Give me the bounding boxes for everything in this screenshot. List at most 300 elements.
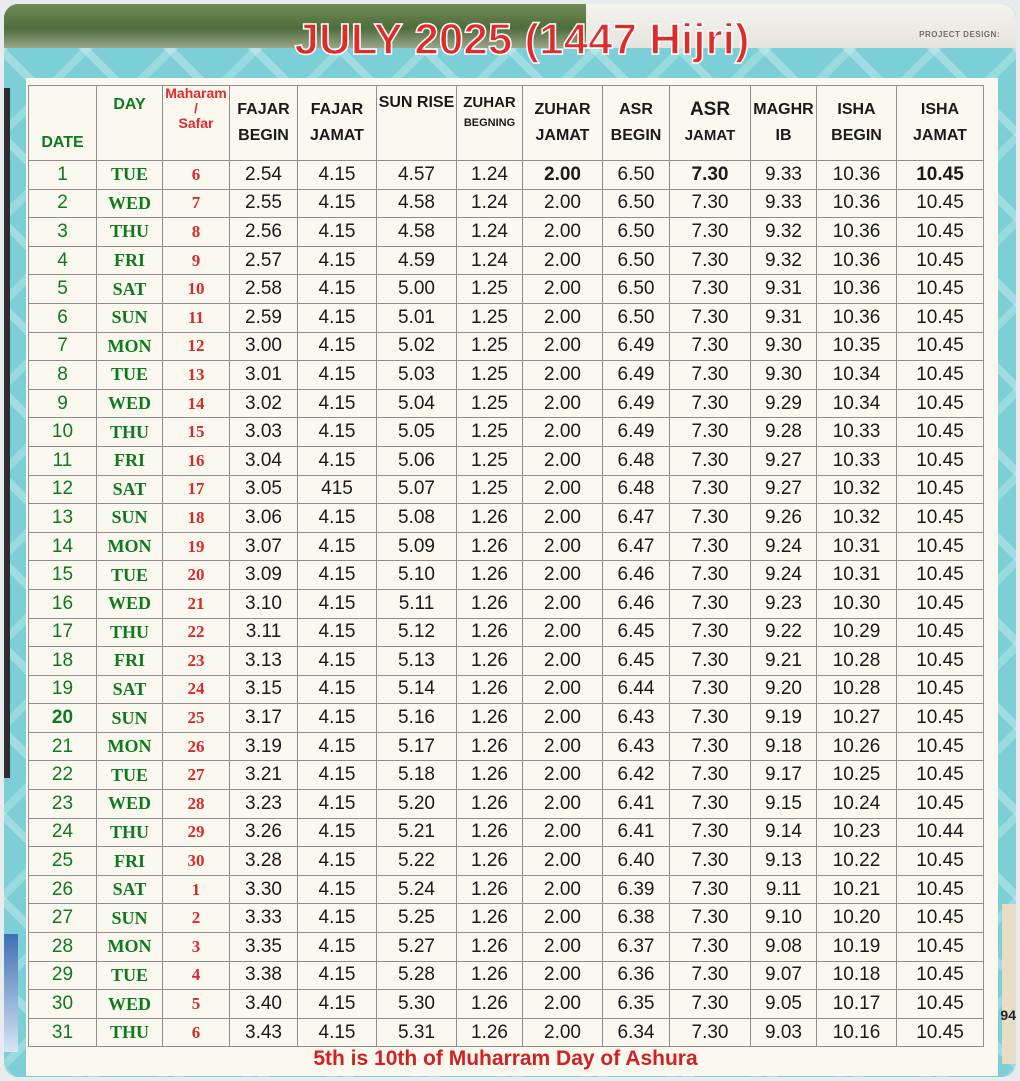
header-asr-begin xyxy=(603,86,670,161)
cell-zuhar-jamat: 2.00 xyxy=(523,446,603,475)
cell-asr-begin: 6.50 xyxy=(603,275,670,304)
cell-asr-jamat: 7.30 xyxy=(670,990,751,1019)
table-row xyxy=(29,361,984,390)
cell-zuhar-jamat: 2.00 xyxy=(523,389,603,418)
cell-fajar-jamat: 4.15 xyxy=(298,275,377,304)
header-asr-begin-line2: BEGIN xyxy=(610,127,662,144)
cell-hijri: 23 xyxy=(163,647,230,676)
cell-isha-begin: 10.22 xyxy=(817,847,897,876)
cell-sun-rise: 4.59 xyxy=(377,246,457,275)
cell-isha-jamat: 10.45 xyxy=(897,704,984,733)
cell-day: MON xyxy=(97,933,163,962)
cell-fajar-begin: 3.30 xyxy=(230,875,298,904)
cell-asr-begin: 6.45 xyxy=(603,618,670,647)
cell-hijri: 10 xyxy=(163,275,230,304)
cell-hijri: 19 xyxy=(163,532,230,561)
cell-isha-begin: 10.33 xyxy=(817,446,897,475)
cell-date: 4 xyxy=(29,246,97,275)
cell-maghrib: 9.31 xyxy=(751,275,817,304)
cell-asr-begin: 6.49 xyxy=(603,389,670,418)
cell-hijri: 25 xyxy=(163,704,230,733)
header-asr-jamat-line1: ASR xyxy=(689,99,731,120)
table-row xyxy=(29,303,984,332)
cell-fajar-begin: 3.23 xyxy=(230,790,298,819)
cell-asr-begin: 6.49 xyxy=(603,332,670,361)
cell-maghrib: 9.07 xyxy=(751,961,817,990)
cell-maghrib: 9.24 xyxy=(751,561,817,590)
cell-fajar-jamat: 4.15 xyxy=(298,618,377,647)
cell-fajar-begin: 3.43 xyxy=(230,1018,298,1047)
cell-zuhar-begin: 1.25 xyxy=(457,361,523,390)
cell-asr-jamat: 7.30 xyxy=(670,332,751,361)
cell-sun-rise: 5.17 xyxy=(377,732,457,761)
header-isha-jamat-line2: JAMAT xyxy=(913,127,967,144)
cell-fajar-jamat: 4.15 xyxy=(298,647,377,676)
cell-zuhar-begin: 1.26 xyxy=(457,904,523,933)
header-zuhar-begin-line1: ZUHAR xyxy=(463,94,516,111)
cell-fajar-jamat: 4.15 xyxy=(298,446,377,475)
cell-date: 1 xyxy=(29,161,97,190)
cell-asr-jamat: 7.30 xyxy=(670,732,751,761)
cell-maghrib: 9.32 xyxy=(751,218,817,247)
cell-fajar-jamat: 4.15 xyxy=(298,189,377,218)
cell-zuhar-jamat: 2.00 xyxy=(523,161,603,190)
header-fajar-begin-line2: BEGIN xyxy=(238,127,289,144)
cell-isha-begin: 10.21 xyxy=(817,875,897,904)
cell-fajar-begin: 3.40 xyxy=(230,990,298,1019)
cell-zuhar-jamat: 2.00 xyxy=(523,933,603,962)
cell-fajar-begin: 3.38 xyxy=(230,961,298,990)
cell-sun-rise: 5.25 xyxy=(377,904,457,933)
cell-maghrib: 9.17 xyxy=(751,761,817,790)
cell-hijri: 30 xyxy=(163,847,230,876)
cell-isha-begin: 10.28 xyxy=(817,675,897,704)
header-isha-begin xyxy=(817,86,897,161)
cell-zuhar-begin: 1.24 xyxy=(457,161,523,190)
cell-asr-jamat: 7.30 xyxy=(670,475,751,504)
cell-asr-begin: 6.50 xyxy=(603,189,670,218)
cell-isha-jamat: 10.45 xyxy=(897,361,984,390)
cell-fajar-begin: 3.28 xyxy=(230,847,298,876)
table-row xyxy=(29,475,984,504)
cell-fajar-jamat: 4.15 xyxy=(298,990,377,1019)
cell-hijri: 15 xyxy=(163,418,230,447)
cell-isha-jamat: 10.45 xyxy=(897,732,984,761)
table-row xyxy=(29,561,984,590)
header-sun-rise-label: SUN RISE xyxy=(378,94,455,111)
cell-zuhar-jamat: 2.00 xyxy=(523,732,603,761)
cell-date: 10 xyxy=(29,418,97,447)
cell-hijri: 8 xyxy=(163,218,230,247)
cell-asr-begin: 6.43 xyxy=(603,732,670,761)
cell-fajar-begin: 3.07 xyxy=(230,532,298,561)
cell-sun-rise: 5.06 xyxy=(377,446,457,475)
header-fajar-jamat-line2: JAMAT xyxy=(310,127,364,144)
cell-asr-jamat: 7.30 xyxy=(670,161,751,190)
cell-sun-rise: 5.18 xyxy=(377,761,457,790)
cell-zuhar-begin: 1.26 xyxy=(457,761,523,790)
cell-isha-jamat: 10.45 xyxy=(897,904,984,933)
cell-zuhar-jamat: 2.00 xyxy=(523,361,603,390)
cell-zuhar-jamat: 2.00 xyxy=(523,647,603,676)
cell-isha-jamat: 10.45 xyxy=(897,761,984,790)
cell-maghrib: 9.20 xyxy=(751,675,817,704)
cell-isha-jamat: 10.45 xyxy=(897,418,984,447)
cell-date: 25 xyxy=(29,847,97,876)
cell-date: 16 xyxy=(29,589,97,618)
cell-day: TUE xyxy=(97,961,163,990)
cell-isha-begin: 10.31 xyxy=(817,532,897,561)
cell-sun-rise: 5.14 xyxy=(377,675,457,704)
table-row xyxy=(29,847,984,876)
cell-isha-begin: 10.33 xyxy=(817,418,897,447)
cell-zuhar-jamat: 2.00 xyxy=(523,675,603,704)
cell-date: 23 xyxy=(29,790,97,819)
cell-day: THU xyxy=(97,218,163,247)
header-row xyxy=(29,86,984,161)
cell-asr-begin: 6.50 xyxy=(603,161,670,190)
cell-asr-begin: 6.50 xyxy=(603,246,670,275)
header-fajar-jamat-line1: FAJAR xyxy=(310,101,364,118)
cell-fajar-jamat: 4.15 xyxy=(298,933,377,962)
cell-fajar-jamat: 415 xyxy=(298,475,377,504)
cell-date: 26 xyxy=(29,875,97,904)
cell-fajar-begin: 3.26 xyxy=(230,818,298,847)
cell-asr-begin: 6.45 xyxy=(603,647,670,676)
cell-date: 22 xyxy=(29,761,97,790)
cell-hijri: 13 xyxy=(163,361,230,390)
cell-day: FRI xyxy=(97,446,163,475)
cell-day: WED xyxy=(97,389,163,418)
cell-fajar-begin: 2.59 xyxy=(230,303,298,332)
cell-date: 21 xyxy=(29,732,97,761)
cell-asr-jamat: 7.30 xyxy=(670,418,751,447)
cell-fajar-begin: 2.57 xyxy=(230,246,298,275)
cell-day: TUE xyxy=(97,761,163,790)
cell-zuhar-begin: 1.26 xyxy=(457,532,523,561)
cell-date: 24 xyxy=(29,818,97,847)
cell-hijri: 16 xyxy=(163,446,230,475)
cell-maghrib: 9.23 xyxy=(751,589,817,618)
cell-zuhar-begin: 1.26 xyxy=(457,704,523,733)
header-isha-begin-line1: ISHA xyxy=(837,101,876,118)
cell-asr-begin: 6.47 xyxy=(603,504,670,533)
cell-isha-jamat: 10.45 xyxy=(897,446,984,475)
table-row xyxy=(29,818,984,847)
cell-sun-rise: 5.07 xyxy=(377,475,457,504)
cell-sun-rise: 5.11 xyxy=(377,589,457,618)
cell-fajar-jamat: 4.15 xyxy=(298,704,377,733)
cell-day: THU xyxy=(97,1018,163,1047)
cell-fajar-jamat: 4.15 xyxy=(298,361,377,390)
cell-asr-begin: 6.50 xyxy=(603,303,670,332)
cell-isha-jamat: 10.45 xyxy=(897,246,984,275)
cell-isha-begin: 10.20 xyxy=(817,904,897,933)
page-title: JULY 2025 (1447 Hijri) xyxy=(294,15,750,64)
table-row xyxy=(29,675,984,704)
cell-asr-begin: 6.46 xyxy=(603,589,670,618)
cell-zuhar-begin: 1.26 xyxy=(457,875,523,904)
cell-day: THU xyxy=(97,618,163,647)
cell-hijri: 6 xyxy=(163,1018,230,1047)
cell-fajar-jamat: 4.15 xyxy=(298,961,377,990)
cell-day: SAT xyxy=(97,675,163,704)
cell-maghrib: 9.33 xyxy=(751,189,817,218)
cell-zuhar-jamat: 2.00 xyxy=(523,904,603,933)
cell-zuhar-begin: 1.26 xyxy=(457,990,523,1019)
cell-isha-begin: 10.31 xyxy=(817,561,897,590)
cell-day: THU xyxy=(97,818,163,847)
cell-hijri: 11 xyxy=(163,303,230,332)
cell-asr-jamat: 7.30 xyxy=(670,389,751,418)
cell-asr-jamat: 7.30 xyxy=(670,189,751,218)
cell-hijri: 3 xyxy=(163,933,230,962)
cell-sun-rise: 4.57 xyxy=(377,161,457,190)
cell-isha-begin: 10.16 xyxy=(817,1018,897,1047)
cell-maghrib: 9.08 xyxy=(751,933,817,962)
cell-maghrib: 9.31 xyxy=(751,303,817,332)
cell-asr-begin: 6.47 xyxy=(603,532,670,561)
cell-asr-begin: 6.49 xyxy=(603,361,670,390)
cell-isha-jamat: 10.45 xyxy=(897,532,984,561)
cell-isha-begin: 10.25 xyxy=(817,761,897,790)
cell-hijri: 29 xyxy=(163,818,230,847)
cell-asr-begin: 6.46 xyxy=(603,561,670,590)
cell-hijri: 24 xyxy=(163,675,230,704)
cell-hijri: 14 xyxy=(163,389,230,418)
cell-hijri: 6 xyxy=(163,161,230,190)
cell-zuhar-begin: 1.26 xyxy=(457,647,523,676)
cell-sun-rise: 5.16 xyxy=(377,704,457,733)
cell-day: WED xyxy=(97,990,163,1019)
cell-zuhar-jamat: 2.00 xyxy=(523,418,603,447)
cell-asr-begin: 6.48 xyxy=(603,446,670,475)
cell-day: SUN xyxy=(97,904,163,933)
cell-hijri: 20 xyxy=(163,561,230,590)
cell-isha-jamat: 10.45 xyxy=(897,961,984,990)
cell-sun-rise: 5.30 xyxy=(377,990,457,1019)
cell-asr-jamat: 7.30 xyxy=(670,361,751,390)
cell-date: 30 xyxy=(29,990,97,1019)
cell-isha-jamat: 10.45 xyxy=(897,790,984,819)
header-isha-jamat xyxy=(897,86,984,161)
cell-maghrib: 9.19 xyxy=(751,704,817,733)
cell-asr-begin: 6.34 xyxy=(603,1018,670,1047)
cell-fajar-begin: 3.11 xyxy=(230,618,298,647)
cell-maghrib: 9.11 xyxy=(751,875,817,904)
header-fajar-jamat xyxy=(298,86,377,161)
project-design-label: PROJECT DESIGN: xyxy=(919,30,1000,39)
cell-zuhar-jamat: 2.00 xyxy=(523,704,603,733)
cell-fajar-jamat: 4.15 xyxy=(298,303,377,332)
cell-asr-begin: 6.44 xyxy=(603,675,670,704)
timetable-body xyxy=(29,161,984,1047)
cell-zuhar-begin: 1.25 xyxy=(457,446,523,475)
cell-asr-begin: 6.36 xyxy=(603,961,670,990)
cell-hijri: 5 xyxy=(163,990,230,1019)
header-hijri-bottom: Safar xyxy=(178,115,214,131)
table-row xyxy=(29,933,984,962)
header-asr-begin-line1: ASR xyxy=(619,101,653,118)
cell-day: FRI xyxy=(97,647,163,676)
cell-fajar-begin: 3.13 xyxy=(230,647,298,676)
cell-zuhar-jamat: 2.00 xyxy=(523,532,603,561)
cell-asr-jamat: 7.30 xyxy=(670,847,751,876)
cell-asr-jamat: 7.30 xyxy=(670,561,751,590)
cell-fajar-jamat: 4.15 xyxy=(298,161,377,190)
cell-asr-jamat: 7.30 xyxy=(670,504,751,533)
cell-isha-jamat: 10.44 xyxy=(897,818,984,847)
cell-date: 13 xyxy=(29,504,97,533)
cell-asr-begin: 6.35 xyxy=(603,990,670,1019)
cell-isha-jamat: 10.45 xyxy=(897,303,984,332)
cell-isha-begin: 10.36 xyxy=(817,275,897,304)
cell-date: 14 xyxy=(29,532,97,561)
cell-zuhar-jamat: 2.00 xyxy=(523,246,603,275)
header-hijri-sep: / xyxy=(194,100,198,116)
cell-sun-rise: 5.03 xyxy=(377,361,457,390)
cell-hijri: 12 xyxy=(163,332,230,361)
cell-hijri: 4 xyxy=(163,961,230,990)
cell-fajar-begin: 3.10 xyxy=(230,589,298,618)
cell-zuhar-begin: 1.26 xyxy=(457,675,523,704)
cell-zuhar-begin: 1.26 xyxy=(457,847,523,876)
right-edge-number: 94 xyxy=(1000,1007,1016,1023)
cell-zuhar-begin: 1.25 xyxy=(457,303,523,332)
cell-date: 11 xyxy=(29,446,97,475)
cell-zuhar-begin: 1.24 xyxy=(457,218,523,247)
cell-asr-jamat: 7.30 xyxy=(670,1018,751,1047)
left-edge-strip xyxy=(4,88,10,778)
cell-asr-begin: 6.49 xyxy=(603,418,670,447)
cell-fajar-jamat: 4.15 xyxy=(298,532,377,561)
cell-hijri: 22 xyxy=(163,618,230,647)
cell-isha-begin: 10.36 xyxy=(817,303,897,332)
cell-isha-begin: 10.23 xyxy=(817,818,897,847)
cell-maghrib: 9.24 xyxy=(751,532,817,561)
cell-fajar-jamat: 4.15 xyxy=(298,246,377,275)
cell-hijri: 18 xyxy=(163,504,230,533)
cell-isha-jamat: 10.45 xyxy=(897,161,984,190)
cell-isha-jamat: 10.45 xyxy=(897,475,984,504)
cell-asr-jamat: 7.30 xyxy=(670,275,751,304)
cell-zuhar-jamat: 2.00 xyxy=(523,218,603,247)
cell-fajar-jamat: 4.15 xyxy=(298,818,377,847)
cell-day: SAT xyxy=(97,275,163,304)
cell-asr-jamat: 7.30 xyxy=(670,618,751,647)
header-zuhar-jamat-line1: ZUHAR xyxy=(534,101,591,118)
cell-zuhar-jamat: 2.00 xyxy=(523,189,603,218)
cell-maghrib: 9.32 xyxy=(751,246,817,275)
header-sun-rise xyxy=(377,86,457,161)
cell-asr-jamat: 7.30 xyxy=(670,761,751,790)
header-zuhar-begin xyxy=(457,86,523,161)
cell-sun-rise: 5.28 xyxy=(377,961,457,990)
cell-isha-begin: 10.36 xyxy=(817,161,897,190)
table-row xyxy=(29,618,984,647)
table-row xyxy=(29,790,984,819)
cell-isha-jamat: 10.45 xyxy=(897,504,984,533)
cell-sun-rise: 5.00 xyxy=(377,275,457,304)
cell-zuhar-jamat: 2.00 xyxy=(523,875,603,904)
cell-fajar-begin: 3.35 xyxy=(230,933,298,962)
cell-isha-begin: 10.17 xyxy=(817,990,897,1019)
cell-fajar-begin: 3.21 xyxy=(230,761,298,790)
table-row xyxy=(29,875,984,904)
cell-date: 7 xyxy=(29,332,97,361)
cell-isha-jamat: 10.45 xyxy=(897,618,984,647)
footnote-ashura: 5th is 10th of Muharram Day of Ashura xyxy=(313,1047,698,1070)
cell-date: 2 xyxy=(29,189,97,218)
cell-maghrib: 9.29 xyxy=(751,389,817,418)
cell-isha-jamat: 10.45 xyxy=(897,675,984,704)
cell-zuhar-begin: 1.26 xyxy=(457,961,523,990)
cell-day: THU xyxy=(97,418,163,447)
cell-date: 5 xyxy=(29,275,97,304)
cell-isha-begin: 10.26 xyxy=(817,732,897,761)
cell-isha-begin: 10.34 xyxy=(817,361,897,390)
cell-sun-rise: 5.09 xyxy=(377,532,457,561)
cell-fajar-begin: 3.01 xyxy=(230,361,298,390)
cell-asr-begin: 6.41 xyxy=(603,818,670,847)
cell-asr-jamat: 7.30 xyxy=(670,303,751,332)
left-edge-tab xyxy=(4,934,18,1052)
cell-sun-rise: 5.04 xyxy=(377,389,457,418)
cell-zuhar-jamat: 2.00 xyxy=(523,790,603,819)
cell-day: MON xyxy=(97,532,163,561)
cell-isha-jamat: 10.45 xyxy=(897,589,984,618)
cell-fajar-begin: 3.15 xyxy=(230,675,298,704)
cell-zuhar-begin: 1.26 xyxy=(457,504,523,533)
cell-zuhar-begin: 1.25 xyxy=(457,275,523,304)
cell-zuhar-begin: 1.24 xyxy=(457,246,523,275)
cell-asr-jamat: 7.30 xyxy=(670,446,751,475)
cell-maghrib: 9.14 xyxy=(751,818,817,847)
cell-isha-jamat: 10.45 xyxy=(897,332,984,361)
cell-isha-begin: 10.27 xyxy=(817,704,897,733)
cell-isha-begin: 10.24 xyxy=(817,790,897,819)
cell-isha-jamat: 10.45 xyxy=(897,389,984,418)
cell-zuhar-jamat: 2.00 xyxy=(523,847,603,876)
cell-fajar-begin: 3.19 xyxy=(230,732,298,761)
cell-fajar-jamat: 4.15 xyxy=(298,790,377,819)
cell-day: SUN xyxy=(97,504,163,533)
cell-fajar-jamat: 4.15 xyxy=(298,875,377,904)
cell-fajar-begin: 3.06 xyxy=(230,504,298,533)
table-row xyxy=(29,532,984,561)
cell-asr-jamat: 7.30 xyxy=(670,532,751,561)
header-zuhar-jamat xyxy=(523,86,603,161)
cell-date: 29 xyxy=(29,961,97,990)
cell-zuhar-begin: 1.25 xyxy=(457,418,523,447)
header-maghrib xyxy=(751,86,817,161)
cell-asr-begin: 6.48 xyxy=(603,475,670,504)
header-day: DAY xyxy=(97,86,163,161)
cell-isha-jamat: 10.45 xyxy=(897,1018,984,1047)
cell-zuhar-jamat: 2.00 xyxy=(523,332,603,361)
table-row xyxy=(29,246,984,275)
cell-fajar-jamat: 4.15 xyxy=(298,675,377,704)
cell-date: 15 xyxy=(29,561,97,590)
cell-asr-jamat: 7.30 xyxy=(670,790,751,819)
cell-fajar-jamat: 4.15 xyxy=(298,504,377,533)
cell-hijri: 21 xyxy=(163,589,230,618)
cell-maghrib: 9.05 xyxy=(751,990,817,1019)
cell-zuhar-jamat: 2.00 xyxy=(523,303,603,332)
cell-fajar-begin: 3.02 xyxy=(230,389,298,418)
cell-date: 19 xyxy=(29,675,97,704)
cell-fajar-jamat: 4.15 xyxy=(298,1018,377,1047)
